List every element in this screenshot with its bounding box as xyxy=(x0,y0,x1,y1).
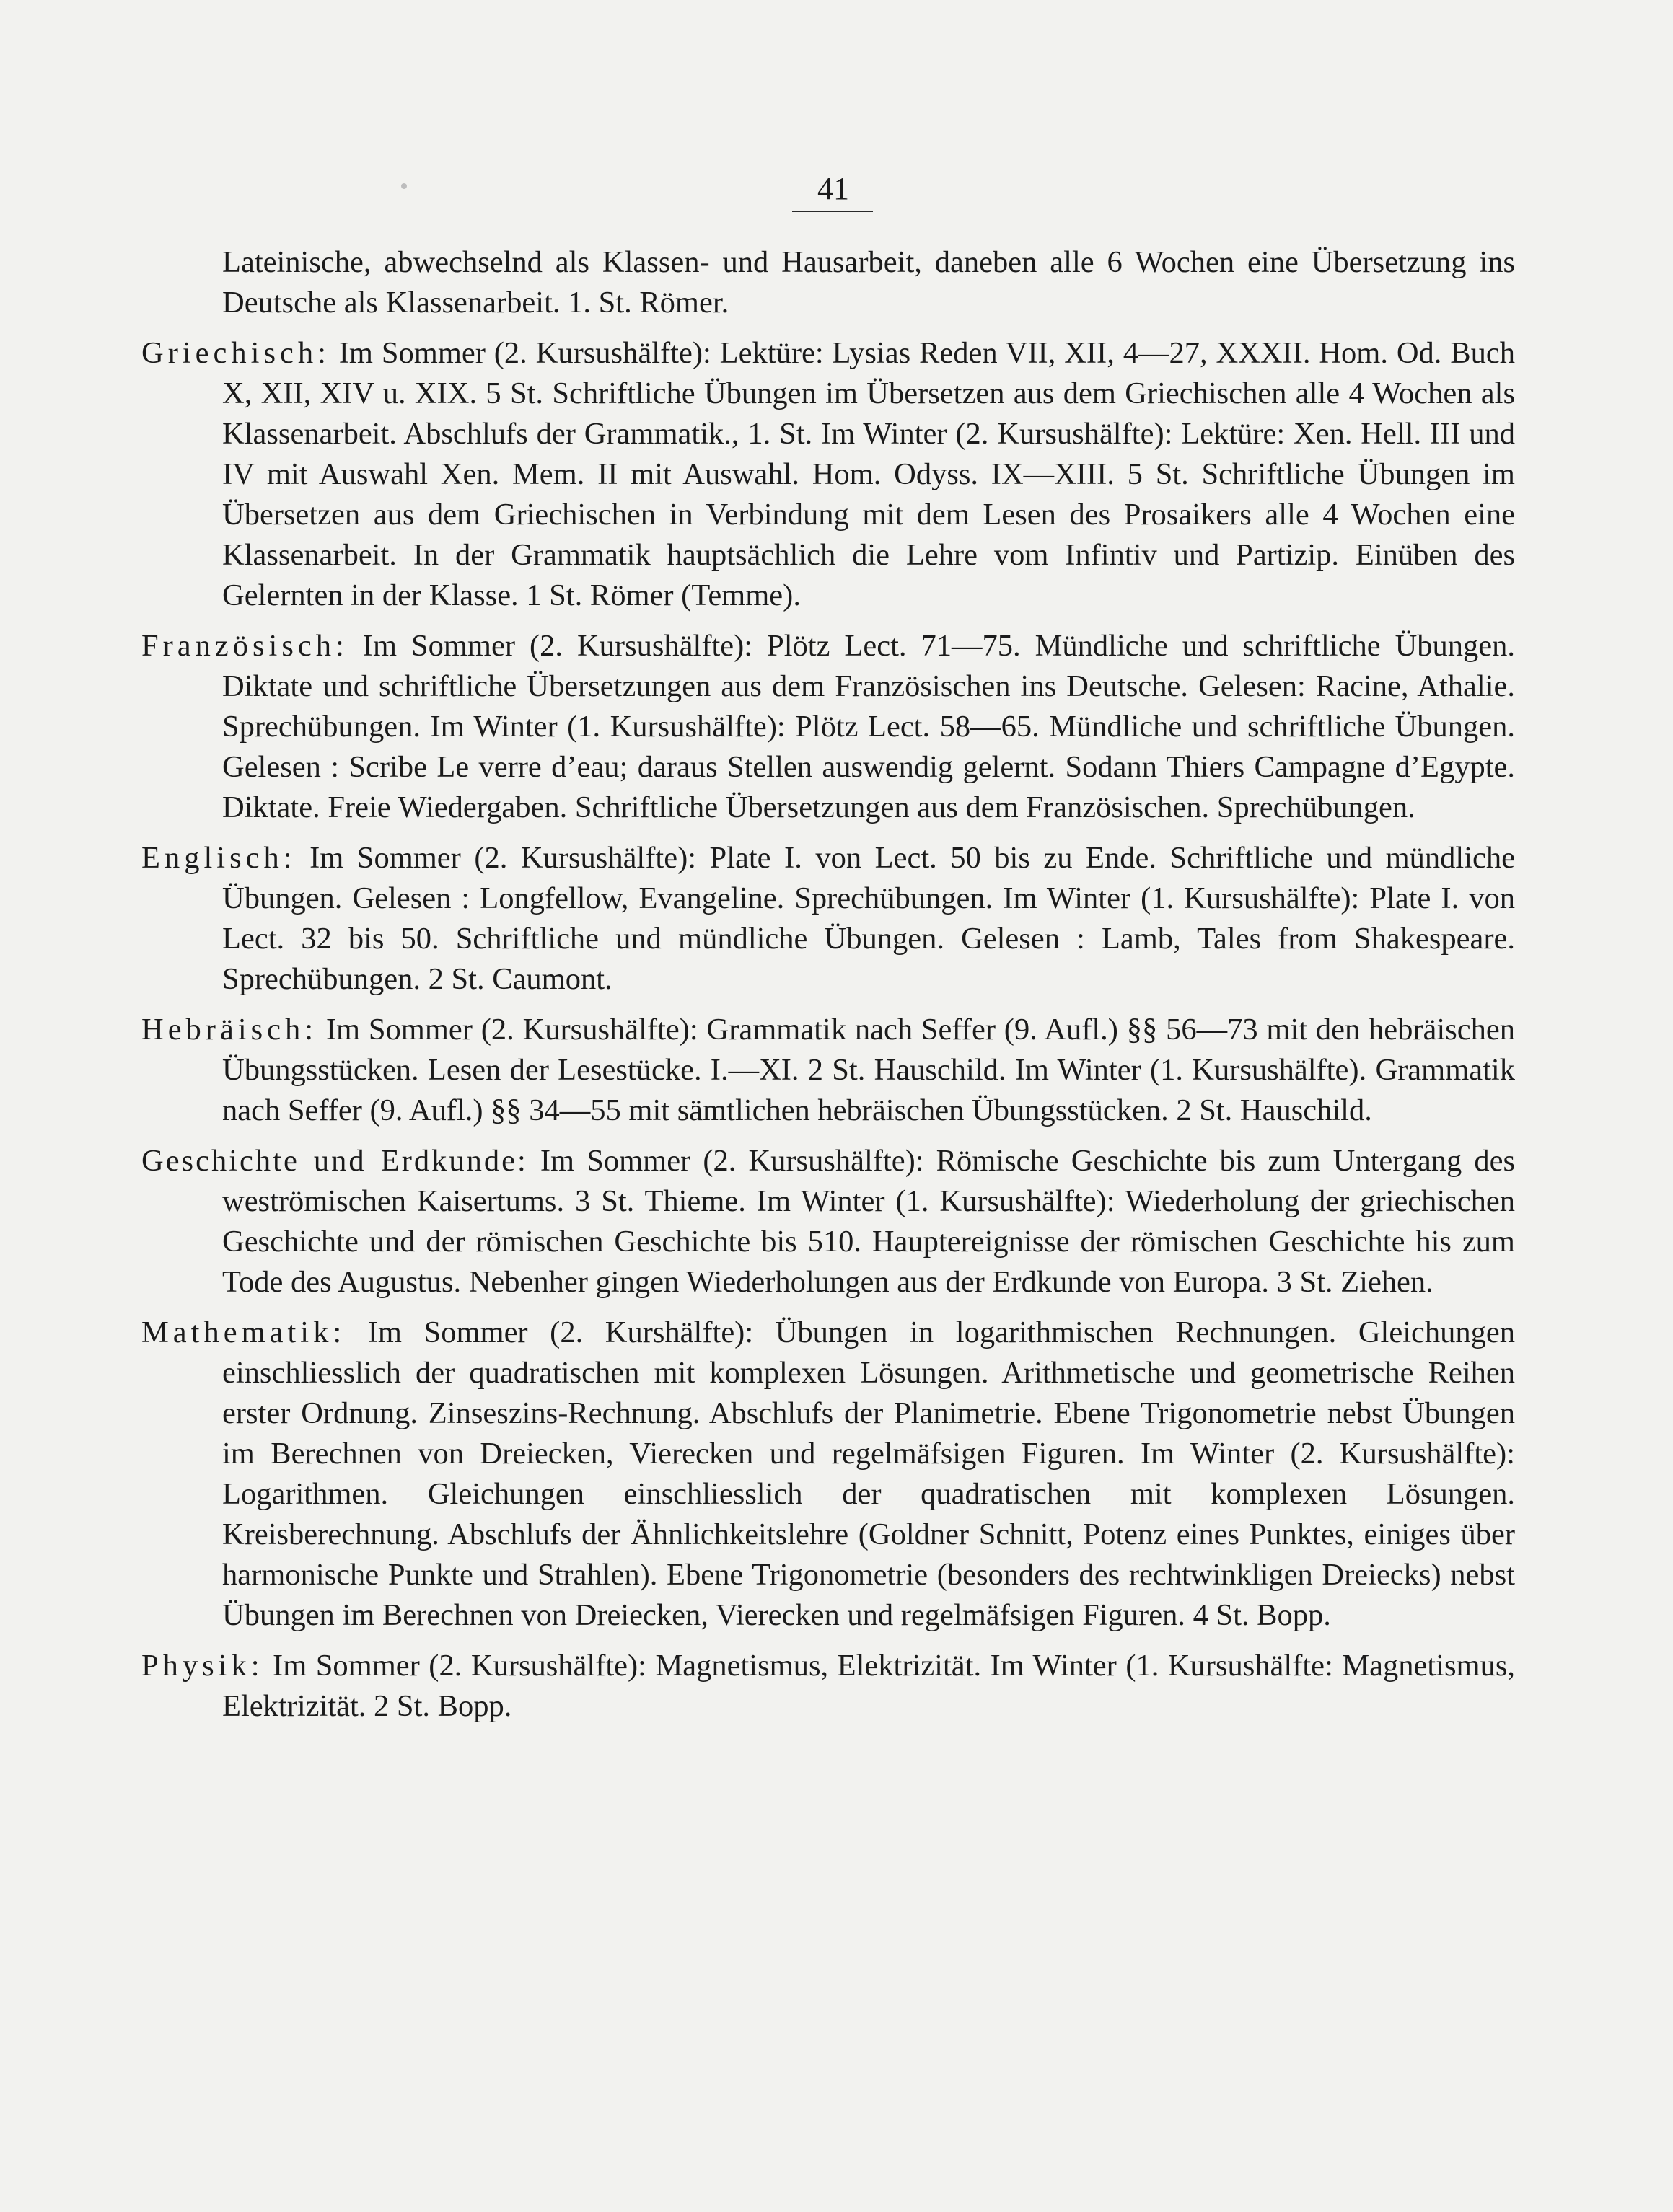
paragraph-text: Im Sommer (2. Kursushälfte): Magnetismus, Elektrizität. Im Winter (1. Kursushälfte: Magnetismus, Elektrizität. 2 St. Bopp. xyxy=(222,1649,1515,1723)
subject-heading-physics: Physik: xyxy=(141,1649,264,1683)
subject-heading-hebrew: Hebräisch: xyxy=(141,1013,318,1046)
subject-heading-mathematics: Mathematik: xyxy=(141,1316,346,1349)
page-number: 41 xyxy=(817,171,849,206)
paragraph-text: Im Sommer (2. Kursushälfte): Lektüre: Lysias Reden VII, XII, 4—27, XXXII. Hom. Od. Buch X, XII, XIV u. XIX. 5 St. Schriftliche Übungen im Übersetzen aus dem Griechischen alle 4 Wochen als Klassenarbeit. Abschlufs der Grammatik., 1. St. Im Winter (2. Kursushälfte): Lektüre: Xen. Hell. III und IV mit Auswahl Xen. Mem. II mit Auswahl. Hom. Odyss. IX—XIII. 5 St. Schriftliche Übungen im Übersetzen aus dem Griechischen in Verbindung mit dem Lesen des Prosaikers alle 4 Wochen eine Klassenarbeit. In der Grammatik hauptsächlich die Lehre vom Infintiv und Partizip. Einüben des Gelernten in der Klasse. 1 St. Römer (Temme). xyxy=(222,336,1515,612)
paragraph-english xyxy=(141,838,1515,1000)
report-body xyxy=(141,242,1515,1737)
paragraph-hebrew xyxy=(141,1010,1515,1131)
paragraph-text: Im Sommer (2. Kurshälfte): Übungen in logarithmischen Rechnungen. Gleichungen einschliesslich der quadratischen mit komplexen Lösungen. Arithmetische und geometrische Reihen erster Ordnung. Zinseszins-Rechnung. Abschlufs der Planimetrie. Ebene Trigonometrie nebst Übungen im Berechnen von Dreiecken, Vierecken und regelmäfsigen Figuren. Im Winter (2. Kursushälfte): Logarithmen. Gleichungen einschliesslich der quadratischen mit komplexen Lösungen. Kreisberechnung. Abschlufs der Ähnlichkeitslehre (Goldner Schnitt, Potenz eines Punktes, einiges über harmonische Punkte und Strahlen). Ebene Trigonometrie (besonders des rechtwinkligen Dreiecks) nebst Übungen im Berechnen von Dreiecken, Vierecken und regelmäfsigen Figuren. 4 St. Bopp. xyxy=(222,1316,1515,1632)
paragraph-french xyxy=(141,626,1515,828)
paragraph-greek xyxy=(141,333,1515,616)
subject-heading-french: Französisch: xyxy=(141,629,348,663)
paragraph-text: Im Sommer (2. Kursushälfte): Plötz Lect. 71—75. Mündliche und schriftliche Übungen. Diktate und schriftliche Übersetzungen aus dem Französischen ins Deutsche. Gelesen: Racine, Athalie. Sprechübungen. Im Winter (1. Kursushälfte): Plötz Lect. 58—65. Mündliche und schriftliche Übungen. Gelesen : Scribe Le verre d’eau; daraus Stellen auswendig gelernt. Sodann Thiers Campagne d’Egypte. Diktate. Freie Wiedergaben. Schriftliche Übersetzungen aus dem Französischen. Sprechübungen. xyxy=(222,629,1515,824)
paragraph-text: Im Sommer (2. Kursushälfte): Römische Geschichte bis zum Untergang des weströmischen Kaisertums. 3 St. Thieme. Im Winter (1. Kursushälfte): Wiederholung der griechischen Geschichte und der römischen Geschichte bis 510. Hauptereignisse der römischen Geschichte his zum Tode des Augustus. Nebenher gingen Wiederholungen aus der Erdkunde von Europa. 3 St. Ziehen. xyxy=(222,1144,1516,1299)
paragraph-history-geography xyxy=(141,1141,1515,1303)
paragraph-text: Im Sommer (2. Kursushälfte): Grammatik nach Seffer (9. Aufl.) §§ 56—73 mit den hebräischen Übungsstücken. Lesen der Lesestücke. I.—XI. 2 St. Hauschild. Im Winter (1. Kursushälfte). Grammatik nach Seffer (9. Aufl.) §§ 34—55 mit sämtlichen hebräischen Übungsstücken. 2 St. Hauschild. xyxy=(222,1013,1515,1127)
page-number-rule xyxy=(792,211,873,212)
paragraph-text: Im Sommer (2. Kursushälfte): Plate I. von Lect. 50 bis zu Ende. Schriftliche und mündliche Übungen. Gelesen : Longfellow, Evangeline. Sprechübungen. Im Winter (1. Kursushälfte): Plate I. von Lect. 32 bis 50. Schriftliche und mündliche Übungen. Gelesen : Lamb, Tales from Shakespeare. Sprechübungen. 2 St. Caumont. xyxy=(222,841,1515,996)
paragraph-text: Lateinische, abwechselnd als Klassen- und Hausarbeit, daneben alle 6 Wochen eine Übersetzung ins Deutsche als Klassenarbeit. 1. St. Römer. xyxy=(222,245,1515,320)
subject-heading-history-geography: Geschichte und Erdkunde: xyxy=(141,1144,528,1178)
ink-speck xyxy=(401,183,407,189)
subject-heading-greek: Griechisch: xyxy=(141,336,330,370)
paragraph-mathematics xyxy=(141,1313,1515,1636)
paragraph-physics xyxy=(141,1646,1515,1727)
subject-heading-english: Englisch: xyxy=(141,841,297,875)
paragraph-latin-continuation xyxy=(141,242,1515,323)
